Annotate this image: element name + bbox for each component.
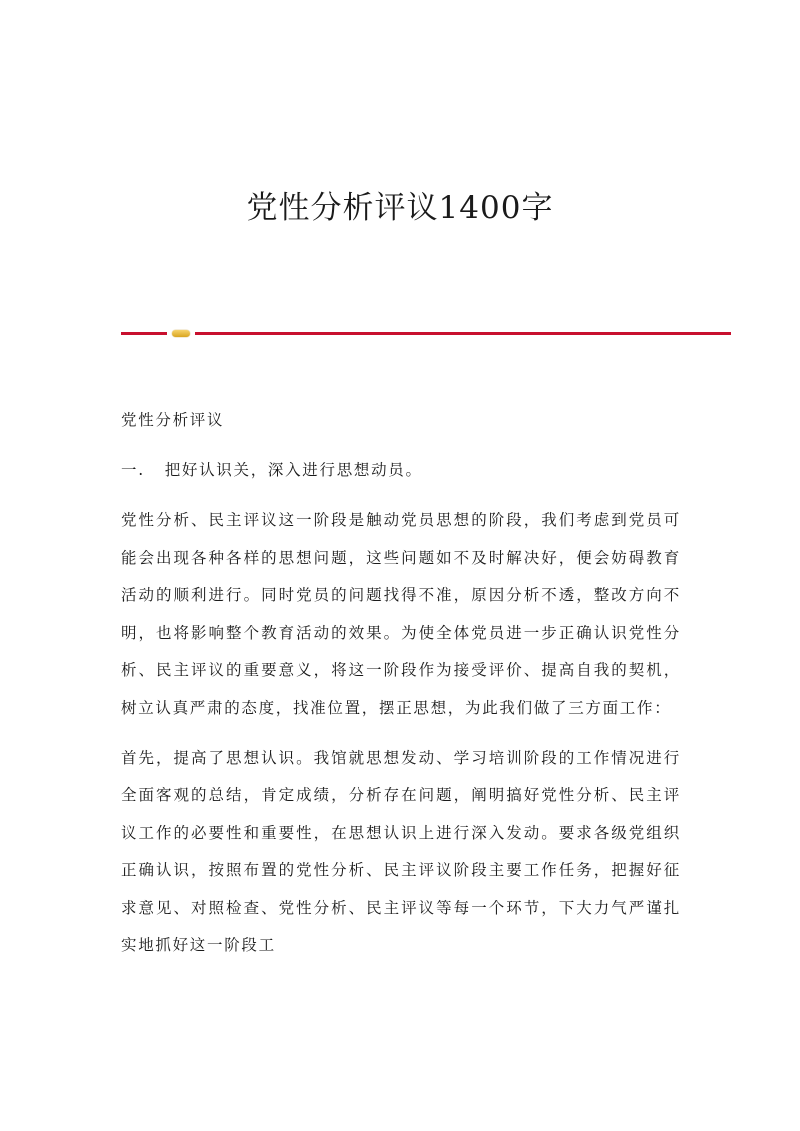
- divider-line-left: [121, 332, 167, 335]
- body-paragraph-2: 首先，提高了思想认识。我馆就思想发动、学习培训阶段的工作情况进行全面客观的总结，肯定成绩，分析存在问题，阐明搞好党性分析、民主评议工作的必要性和重要性，在思想认识上进行深入发动。要求各级党组织正确认识，按照布置的党性分析、民主评议阶段主要工作任务，把握好征求意见、对照检查、党性分析、民主评议等每一个环节，下大力气严谨扎实地抓好这一阶段工: [121, 748, 681, 954]
- body-paragraph-1: 党性分析、民主评议这一阶段是触动党员思想的阶段，我们考虑到党员可能会出现各种各样的思想问题，这些问题如不及时解决好，便会妨碍教育活动的顺利进行。同时党员的问题找得不准，原因分析不透，整改方向不明，也将影响整个教育活动的效果。为使全体党员进一步正确认识党性分析、民主评议的重要意义，将这一阶段作为接受评价、提高自我的契机，树立认真严肃的态度，找准位置，摆正思想，为此我们做了三方面工作：: [121, 511, 681, 717]
- title-divider: [121, 329, 731, 339]
- divider-line-right: [195, 332, 731, 335]
- point-one-heading: 一. 把好认识关，深入进行思想动员。: [121, 461, 423, 479]
- document-title: 党性分析评议1400字: [246, 190, 554, 226]
- section-title: 党性分析评议: [121, 411, 225, 429]
- document-body: [121, 402, 681, 977]
- divider-ornament-icon: [172, 330, 190, 337]
